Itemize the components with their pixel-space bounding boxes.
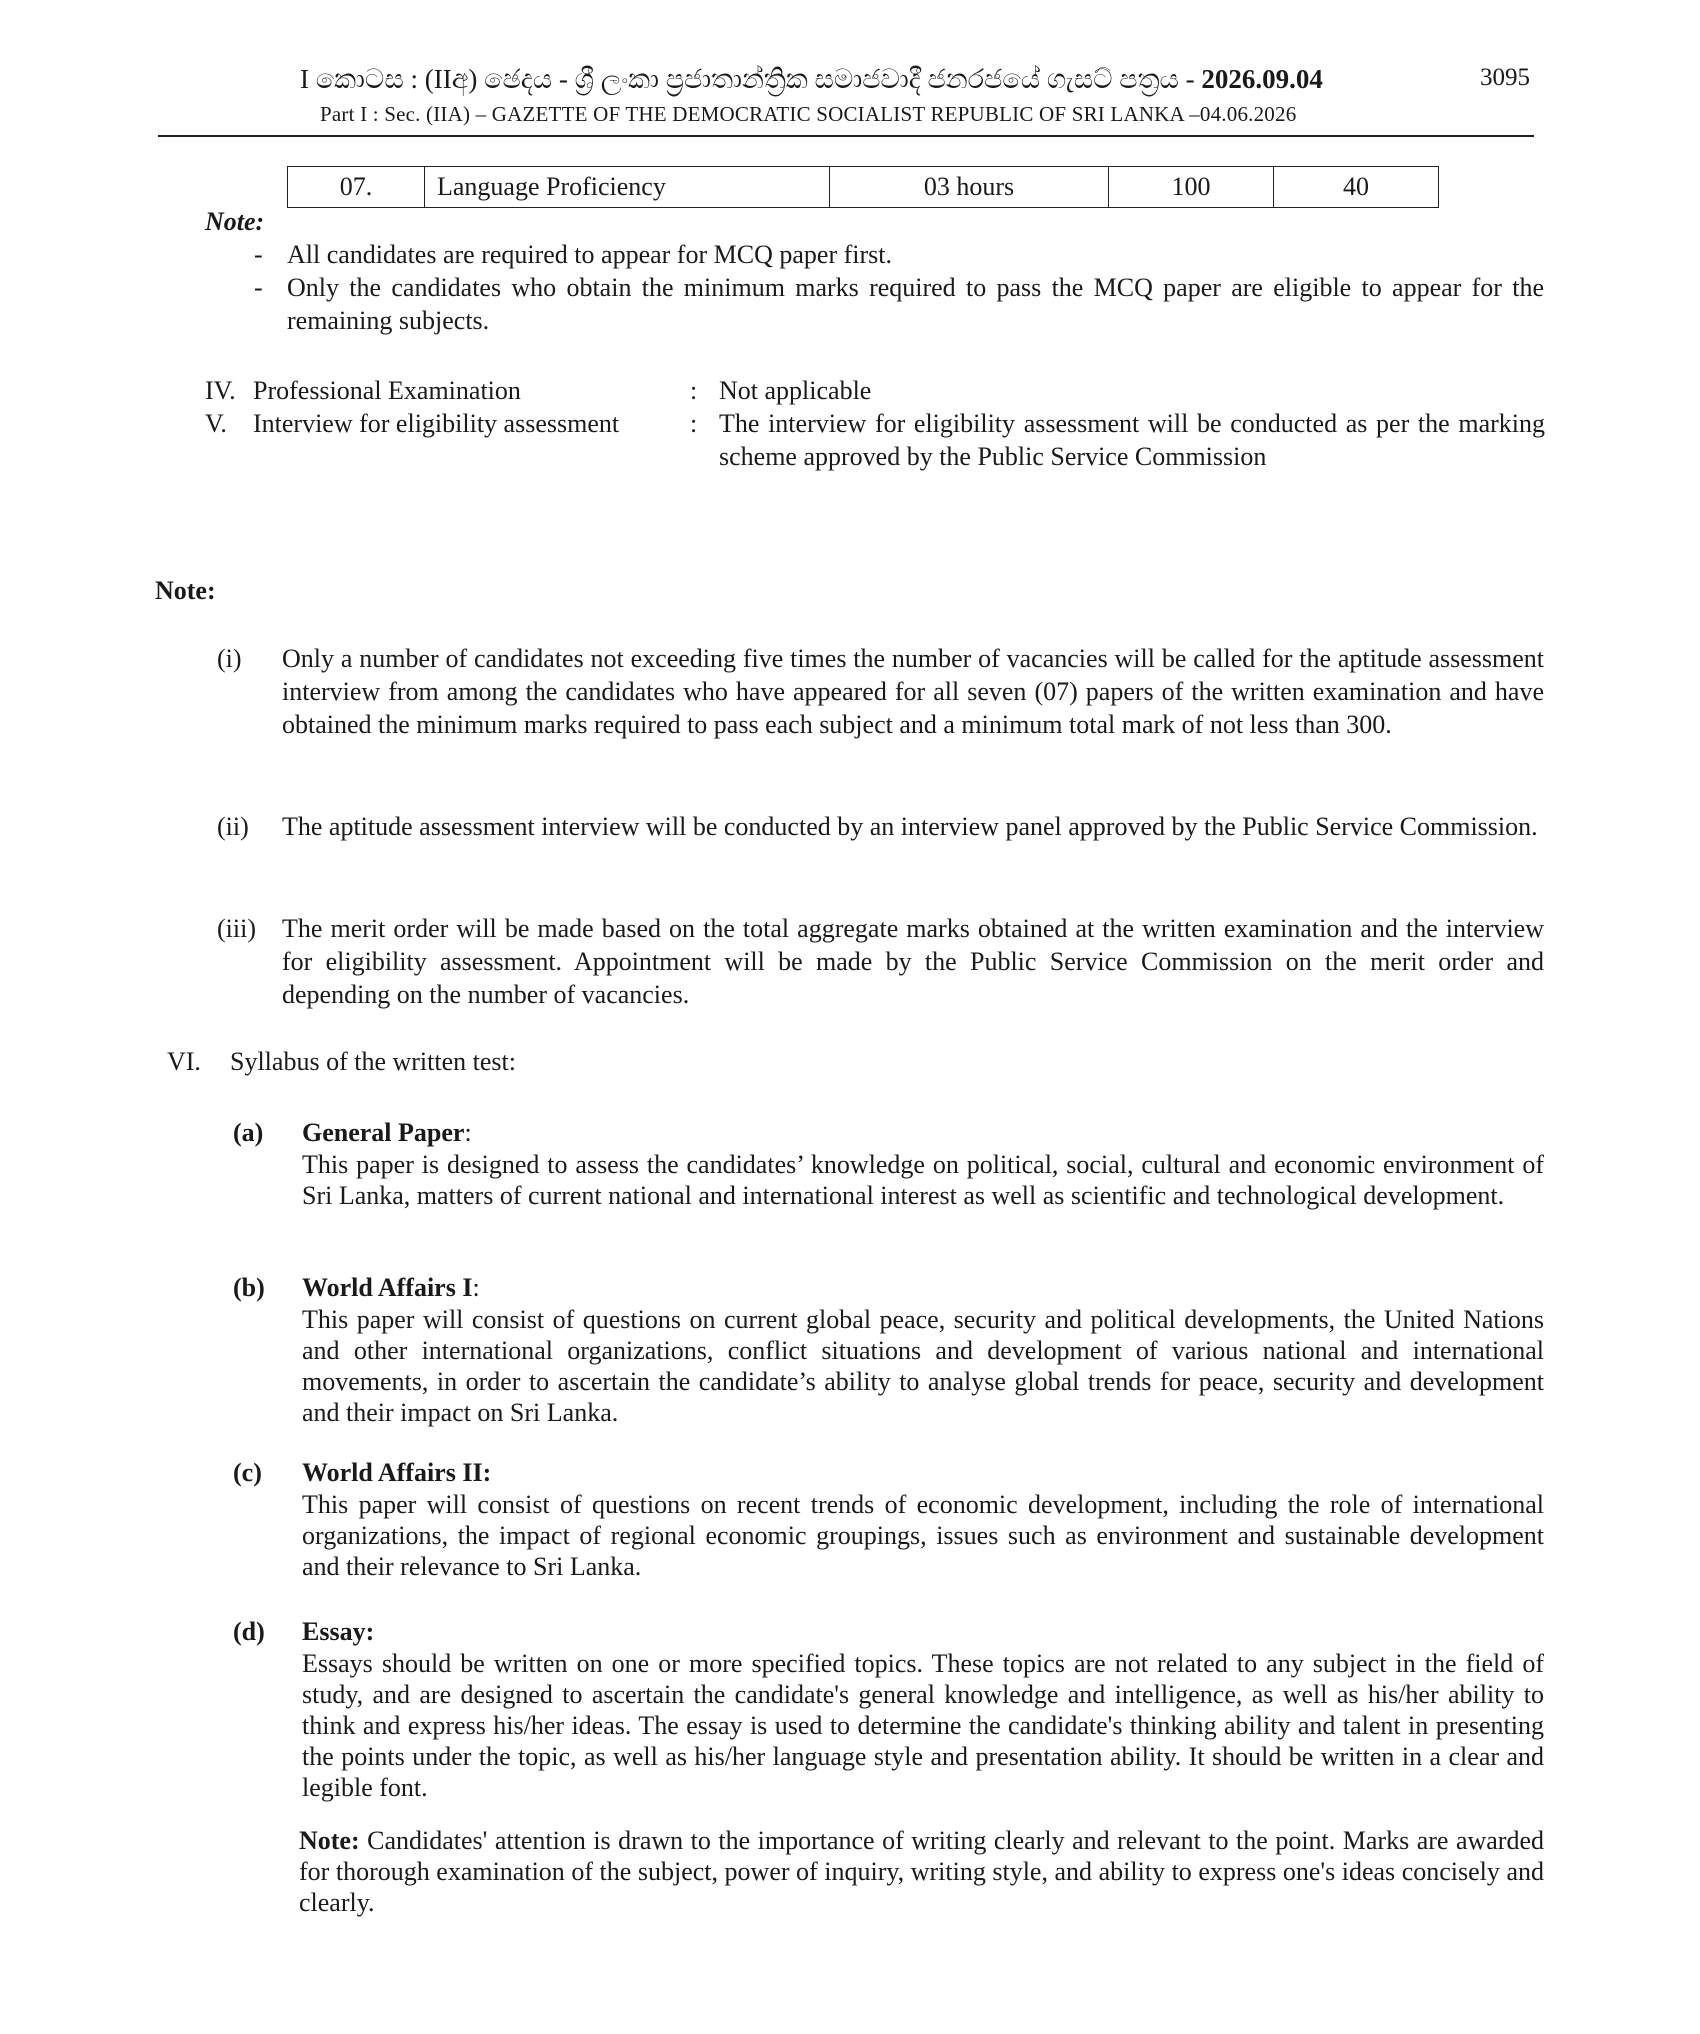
sinhala-header [300,64,1323,96]
item-heading [302,1116,1544,1149]
item-heading-text: General Paper [302,1118,465,1147]
table-cell-duration: 03 hours [830,167,1109,208]
bullet-dash: - [254,273,263,302]
item-label: (a) [233,1118,264,1147]
list-item [254,271,1544,337]
section-key: Interview for eligibility assessment [253,409,620,438]
section-v [205,407,1545,473]
item-text: The aptitude assessment interview will be conducted by an interview panel approved by the Public Service Commission. [282,812,1538,841]
item-heading [302,1615,1544,1648]
note-heading: Note: [155,576,216,605]
list-item [217,810,1544,843]
essay-note [299,1825,1544,1918]
syllabus-item-a [233,1116,1544,1211]
item-label: (c) [233,1458,262,1487]
item-label: (iii) [217,914,256,943]
note-bullet-text: Only the candidates who obtain the minimum marks required to pass the MCQ paper are eligible to appear for the remaining subjects. [287,273,1544,335]
item-description: This paper will consist of questions on current global peace, security and political developments, the United Nations and other international organizations, conflict situations and development of various national and international movements, in order to ascertain the candidate’s ability to analyse global trends for peace, security and development and their impact on Sri Lanka. [302,1305,1544,1427]
section-iv [205,374,1545,407]
essay-note-label: Note: [299,1826,360,1855]
colon: : [690,409,698,438]
item-description: This paper is designed to assess the candidates’ knowledge on political, social, cultural and economic environment of Sri Lanka, matters of current national and international interest as well as scientific and technological development. [302,1150,1544,1210]
table-cell-max-marks: 100 [1109,167,1274,208]
table-cell-pass-marks: 40 [1274,167,1439,208]
section-number: V. [205,409,227,438]
section-row [205,374,1545,407]
note-bullet-text: All candidates are required to appear for MCQ paper first. [287,240,892,269]
exam-table [287,166,1439,208]
section-title: Syllabus of the written test: [230,1047,516,1076]
item-heading-text: World Affairs II: [302,1458,492,1487]
list-item [217,912,1544,1011]
section-value: Not applicable [719,376,872,405]
bullet-dash: - [254,240,263,269]
colon: : [690,376,698,405]
section-row [205,407,1545,473]
page-number: 3095 [1480,64,1530,91]
item-label: (ii) [217,812,249,841]
sinhala-header-date: 2026.09.04 [1201,64,1323,94]
list-item [217,642,1544,741]
header-rule [158,135,1534,137]
item-text: The merit order will be made based on the total aggregate marks obtained at the written examination and the interview for eligibility assessment. Appointment will be made by the Public Service Commission on the merit order and depending on the number of vacancies. [282,914,1544,1009]
note-item-i [217,642,1544,741]
item-heading-text: World Affairs I [302,1273,473,1302]
sinhala-header-prefix: I කොටස : (IIඅ) ඡෙදය - ශ්‍රී ලංකා ප්‍රජාතාන්ත්‍රික සමාජවාදී ජනරජයේ ගැසට් පත්‍රය - [300,64,1195,94]
item-text: Only a number of candidates not exceeding five times the number of vacancies will be called for the aptitude assessment interview from among the candidates who have appeared for all seven (07) papers of the written examination and have obtained the minimum marks required to pass each subject and a minimum total mark of not less than 300. [282,644,1544,739]
table-cell-number: 07. [288,167,425,208]
item-description: This paper will consist of questions on recent trends of economic development, including the role of international organizations, the impact of regional economic groupings, issues such as environment and sustainable development and their relevance to Sri Lanka. [302,1490,1544,1581]
syllabus-item-c [233,1456,1544,1582]
section-value: The interview for eligibility assessment will be conducted as per the marking scheme approved by the Public Service Commission [719,409,1545,471]
table-cell-subject: Language Proficiency [425,167,830,208]
item-heading-suffix: : [464,1118,472,1147]
item-heading [302,1271,1544,1304]
note-item-iii [217,912,1544,1011]
syllabus-item-b [233,1271,1544,1428]
list-item [254,238,1544,271]
syllabus-item-d [233,1615,1544,1803]
essay-note-text: Candidates' attention is drawn to the importance of writing clearly and relevant to the point. Marks are awarded for thorough examination of the subject, power of inquiry, writing style, and ability to express one's ideas concisely and clearly. [299,1826,1544,1917]
item-heading [302,1456,1544,1489]
item-heading-suffix: : [472,1273,480,1302]
section-key: Professional Examination [253,376,521,405]
note-item-ii [217,810,1544,843]
table-row [288,167,1439,208]
section-number: VI. [167,1047,201,1076]
section-number: IV. [205,376,236,405]
note-bullet-list [254,238,1544,337]
item-label: (d) [233,1617,265,1646]
english-header: Part I : Sec. (IIA) – GAZETTE OF THE DEMOCRATIC SOCIALIST REPUBLIC OF SRI LANKA –04.06.2026 [320,102,1297,126]
item-label: (b) [233,1273,265,1302]
item-description: Essays should be written on one or more specified topics. These topics are not related to any subject in the field of study, and are designed to ascertain the candidate's general knowledge and intelligence, as well as his/her ability to think and express his/her ideas. The essay is used to determine the candidate's thinking ability and talent in presenting the points under the topic, as well as his/her language style and presentation ability. It should be written in a clear and legible font. [302,1649,1544,1802]
item-heading-text: Essay: [302,1617,375,1646]
note-label: Note: [205,207,265,236]
item-label: (i) [217,644,242,673]
